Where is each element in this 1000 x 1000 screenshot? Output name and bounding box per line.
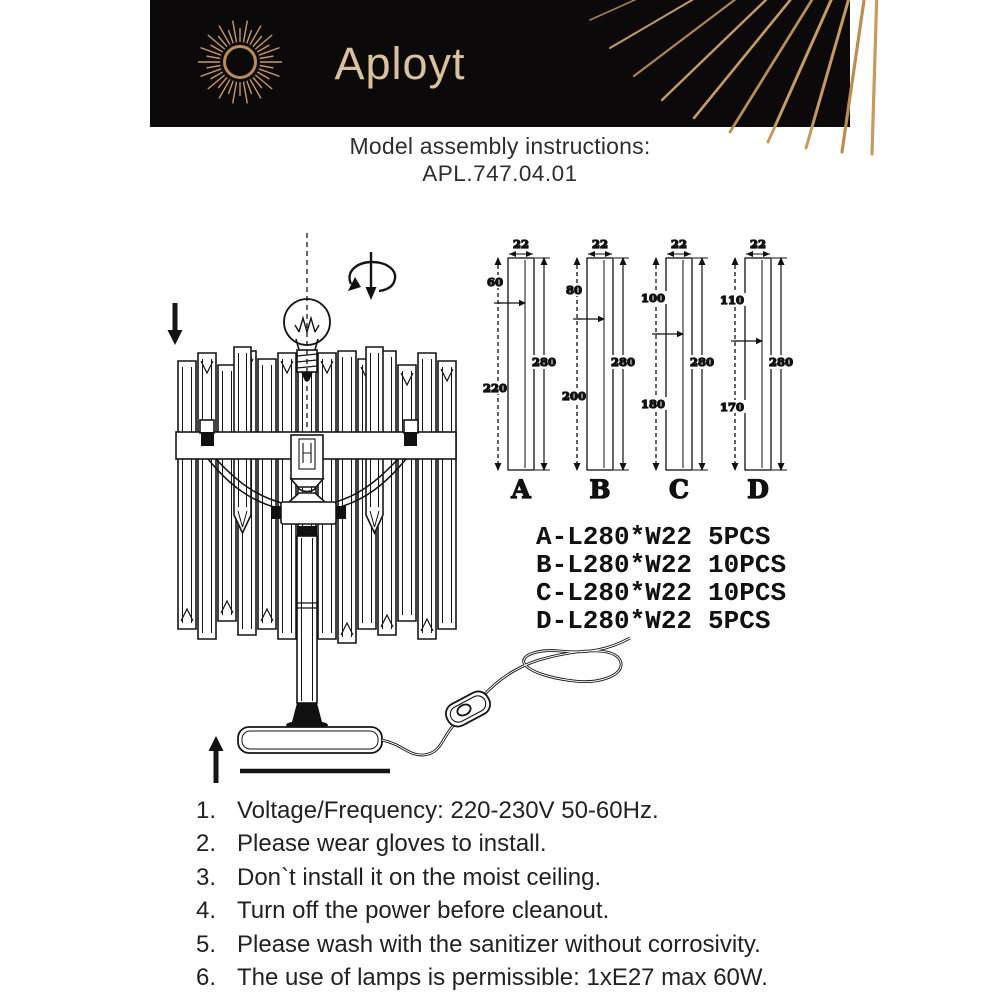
model-number: APL.747.04.01 bbox=[422, 161, 578, 186]
rotation-arrow-icon bbox=[348, 252, 395, 300]
dim-length: 280 bbox=[610, 355, 636, 369]
crystal-label: A bbox=[511, 475, 531, 504]
part-qty: 10PCS bbox=[708, 550, 787, 580]
part-code: A-L280*W22 bbox=[536, 522, 693, 552]
crystal-diagram-b bbox=[562, 237, 635, 504]
down-arrow-icon bbox=[168, 303, 183, 345]
dim-width: 22 bbox=[670, 237, 688, 251]
instruction-text: Voltage/Frequency: 220-230V 50-60Hz. bbox=[237, 797, 659, 824]
crystal-diagram-a bbox=[483, 237, 556, 504]
instruction-item bbox=[196, 894, 856, 927]
dim-length: 280 bbox=[689, 355, 715, 369]
inline-switch bbox=[442, 688, 494, 731]
dim-bottom: 170 bbox=[719, 400, 745, 414]
dim-top: 100 bbox=[640, 291, 666, 305]
part-code: B-L280*W22 bbox=[536, 550, 693, 580]
dim-top: 80 bbox=[565, 283, 583, 297]
instruction-number: 2. bbox=[196, 830, 217, 858]
instruction-item bbox=[196, 861, 856, 894]
dim-width: 22 bbox=[591, 237, 609, 251]
parts-list bbox=[536, 523, 786, 635]
lamp-stem bbox=[297, 536, 317, 703]
power-cord bbox=[382, 638, 630, 755]
dim-top: 110 bbox=[719, 293, 745, 307]
dim-bottom: 200 bbox=[561, 389, 587, 403]
crystal-label: B bbox=[589, 475, 611, 504]
instruction-number: 4. bbox=[196, 897, 217, 925]
lamp-base bbox=[238, 703, 382, 753]
part-row-d bbox=[536, 607, 786, 635]
dim-length: 280 bbox=[531, 355, 557, 369]
crystal-label: C bbox=[669, 475, 689, 504]
crystal-diagram-c bbox=[639, 237, 714, 504]
dim-length: 280 bbox=[768, 355, 794, 369]
page-title: Model assembly instructions: bbox=[349, 133, 651, 159]
instructions-list bbox=[196, 794, 856, 994]
part-row-c bbox=[536, 579, 786, 607]
instruction-item bbox=[196, 928, 856, 961]
instruction-item bbox=[196, 827, 856, 860]
dim-top: 60 bbox=[486, 275, 504, 289]
dim-bottom: 180 bbox=[640, 397, 666, 411]
instruction-text: Please wear gloves to install. bbox=[237, 830, 547, 858]
part-code: C-L280*W22 bbox=[536, 578, 693, 608]
instruction-text: The use of lamps is permissible: 1xE27 max 60W. bbox=[237, 963, 768, 991]
crystal-label: D bbox=[747, 475, 769, 504]
banner-graphics bbox=[150, 0, 850, 127]
instruction-text: Don`t install it on the moist ceiling. bbox=[237, 863, 602, 891]
brand-logo-text: Aployt bbox=[334, 37, 466, 89]
brand-banner bbox=[150, 0, 850, 127]
up-arrow-icon bbox=[209, 736, 224, 783]
dim-bottom: 220 bbox=[482, 381, 508, 395]
instruction-number: 3. bbox=[196, 863, 217, 891]
part-qty: 5PCS bbox=[708, 522, 771, 552]
part-qty: 10PCS bbox=[708, 578, 787, 608]
part-row-a bbox=[536, 523, 786, 551]
instruction-text: Turn off the power before cleanout. bbox=[237, 897, 610, 925]
dim-width: 22 bbox=[512, 237, 530, 251]
part-row-b bbox=[536, 551, 786, 579]
instruction-number: 6. bbox=[196, 963, 217, 991]
sunburst-logo-icon bbox=[198, 21, 282, 104]
part-qty: 5PCS bbox=[708, 606, 771, 636]
dim-width: 22 bbox=[749, 237, 767, 251]
instruction-text: Please wash with the sanitizer without corrosivity. bbox=[237, 930, 761, 958]
part-code: D-L280*W22 bbox=[536, 606, 693, 636]
instruction-number: 1. bbox=[196, 797, 217, 824]
instruction-item bbox=[196, 961, 856, 994]
banner-rays-icon bbox=[590, 0, 880, 154]
instruction-item bbox=[196, 794, 856, 827]
instruction-number: 5. bbox=[196, 930, 217, 958]
crystal-diagram-d bbox=[718, 237, 793, 504]
crystal-dimensions-diagram bbox=[482, 235, 828, 513]
